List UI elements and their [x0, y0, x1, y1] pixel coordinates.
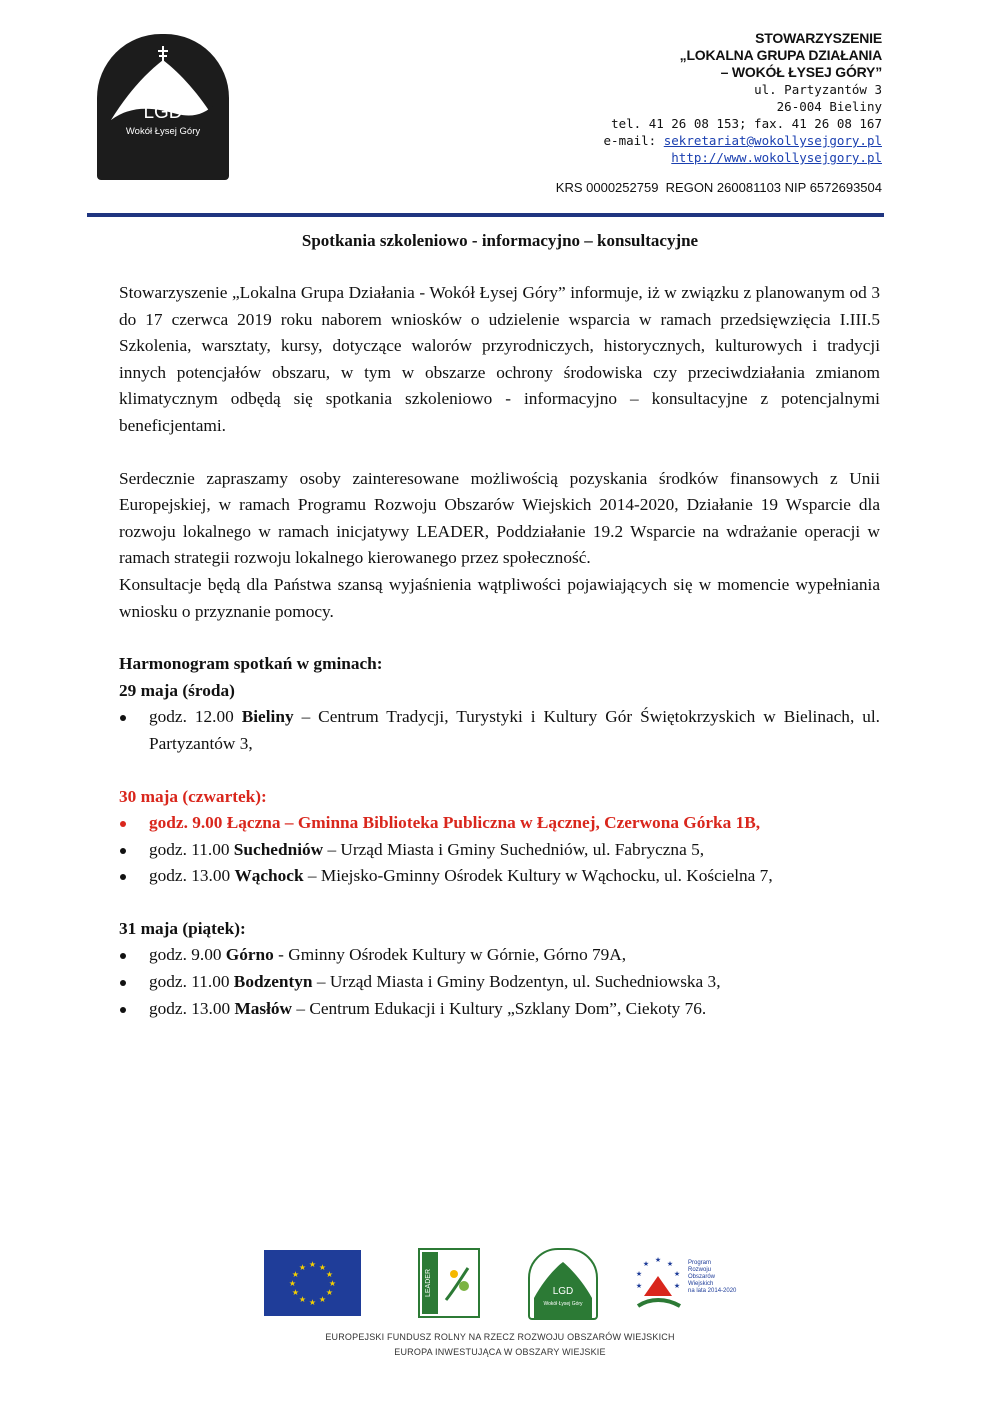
place-name: Bodzentyn [233, 972, 313, 992]
svg-text:★: ★ [318, 1295, 327, 1304]
svg-text:★: ★ [325, 1270, 334, 1279]
document-title: Spotkania szkoleniowo - informacyjno – konsultacyjne [301, 231, 699, 250]
org-name-line1: STOWARZYSZENIE [755, 30, 882, 46]
footer-logos [0, 1248, 1000, 1320]
svg-text:★: ★ [635, 1270, 643, 1278]
list-item: godz. 9.00 Górno - Gminny Ośrodek Kultury w Górnie, Górno 79A, [119, 942, 880, 969]
svg-text:★: ★ [673, 1282, 681, 1290]
svg-text:★: ★ [666, 1260, 674, 1268]
svg-text:★: ★ [635, 1282, 643, 1290]
svg-text:★: ★ [298, 1263, 307, 1272]
svg-text:★: ★ [654, 1256, 662, 1264]
svg-text:★: ★ [308, 1260, 317, 1269]
org-name-line3: – WOKÓŁ ŁYSEJ GÓRY” [720, 64, 882, 80]
logo-text: LGD [143, 102, 183, 123]
svg-text:★: ★ [673, 1270, 681, 1278]
header-divider [87, 213, 884, 217]
list-item: godz. 12.00 Bieliny – Centrum Tradycji, Turystyki i Kultury Gór Świętokrzyskich w Bielinach, ul. Partyzantów 3, [119, 704, 880, 757]
day2-list [119, 810, 880, 890]
svg-text:★: ★ [308, 1298, 317, 1307]
footer-line1: EUROPEJSKI FUNDUSZ ROLNY NA RZECZ ROZWOJU OBSZARÓW WIEJSKICH [325, 1332, 675, 1342]
svg-text:★: ★ [318, 1263, 327, 1272]
svg-text:★: ★ [298, 1295, 307, 1304]
day1-list [119, 704, 880, 757]
svg-text:★: ★ [291, 1270, 300, 1279]
list-item: godz. 11.00 Bodzentyn – Urząd Miasta i Gminy Bodzentyn, ul. Suchedniowska 3, [119, 969, 880, 996]
registry-numbers: KRS 0000252759 REGON 260081103 NIP 6572693504 [555, 180, 882, 195]
email-link[interactable]: sekretariat@wokollysejgory.pl [663, 133, 882, 148]
list-item: godz. 13.00 Wąchock – Miejsko-Gminny Ośrodek Kultury w Wąchocku, ul. Kościelna 7, [119, 863, 880, 890]
day2-label: 30 maja (czwartek): [119, 786, 267, 806]
email-row [604, 132, 882, 149]
leader-logo-icon [418, 1248, 480, 1318]
list-item-highlighted: godz. 9.00 Łączna – Gminna Biblioteka Publiczna w Łącznej, Czerwona Górka 1B, [119, 810, 880, 837]
list-item: godz. 11.00 Suchedniów – Urząd Miasta i Gminy Suchedniów, ul. Fabryczna 5, [119, 837, 880, 864]
prow-text: Program Rozwoju Obszarów Wiejskich na lata 2014-2020 [688, 1260, 737, 1294]
email-label: e-mail: [603, 133, 664, 148]
address-street: ul. Partyzantów 3 [754, 82, 882, 97]
svg-text:★: ★ [328, 1279, 337, 1288]
day3-list [119, 942, 880, 1022]
leader-text: LEADER [425, 1268, 432, 1298]
schedule-heading: Harmonogram spotkań w gminach: [119, 654, 383, 674]
svg-text:★: ★ [291, 1288, 300, 1297]
svg-text:★: ★ [288, 1279, 297, 1288]
day3-label: 31 maja (piątek): [119, 918, 246, 938]
place-name: Suchedniów [233, 839, 324, 859]
footer-text [0, 1330, 1000, 1360]
logo-subtext: Wokół Łysej Góry [125, 126, 201, 137]
lgd-footer-text: LGD [552, 1286, 574, 1297]
lgd-footer-subtext: Wokół Łysej Góry [543, 1301, 583, 1307]
prow-logo-icon [630, 1252, 740, 1316]
consultation-paragraph: Konsultacje będą dla Państwa szansą wyjaśnienia wątpliwości pojawiających się w momencie wypełniania wniosku o przyznanie pomocy. [119, 574, 880, 621]
document-body [119, 280, 880, 1022]
lgd-footer-logo-icon [528, 1248, 598, 1320]
place-name: Wąchock [234, 866, 304, 886]
invitation-paragraph: Serdecznie zapraszamy osoby zainteresowane możliwością pozyskania środków finansowych z Unii Europejskiej, w ramach Programu Rozwoju Obszarów Wiejskich 2014-2020, Działanie 19 Wsparcie dla rozwoju lokalnego w ramach inicjatywy LEADER, Poddziałanie 19.2 Wsparcie na wdrażanie operacji w ramach strategii rozwoju lokalnego kierowanego przez społeczność. [119, 468, 880, 568]
svg-text:★: ★ [325, 1288, 334, 1297]
org-header [604, 30, 882, 166]
phone-fax: tel. 41 26 08 153; fax. 41 26 08 167 [611, 116, 882, 131]
org-name-line2: „LOKALNA GRUPA DZIAŁANIA [679, 47, 882, 63]
lgd-logo [97, 34, 229, 180]
footer-line2: EUROPA INWESTUJĄCA W OBSZARY WIEJSKIE [394, 1347, 606, 1357]
day1-label: 29 maja (środa) [119, 680, 235, 700]
svg-text:★: ★ [642, 1260, 650, 1268]
place-name: Masłów [234, 998, 293, 1018]
place-name: Bieliny [241, 707, 294, 727]
place-name: Górno [225, 945, 274, 965]
website-link[interactable]: http://www.wokollysejgory.pl [671, 150, 882, 165]
eu-flag-icon [264, 1250, 361, 1316]
address-city: 26-004 Bieliny [776, 99, 882, 114]
place-name: Łączna [226, 813, 281, 833]
list-item: godz. 13.00 Masłów – Centrum Edukacji i Kultury „Szklany Dom”, Ciekoty 76. [119, 996, 880, 1023]
intro-paragraph: Stowarzyszenie „Lokalna Grupa Działania - Wokół Łysej Góry” informuje, iż w związku z planowanym od 3 do 17 czerwca 2019 roku naborem wniosków o udzielenie wsparcia w ramach przedsięwzięcia I.III.5 Szkolenia, warsztaty, kursy, dotyczące walorów przyrodniczych, historycznych, kulturowych i tradycji innych potencjałów obszaru, w tym w obszarze ochrony środowiska czy przeciwdziałania zmianom klimatycznym odbędą się spotkania szkoleniowo - informacyjno – konsultacyjne z potencjalnymi beneficjentami. [119, 283, 880, 435]
